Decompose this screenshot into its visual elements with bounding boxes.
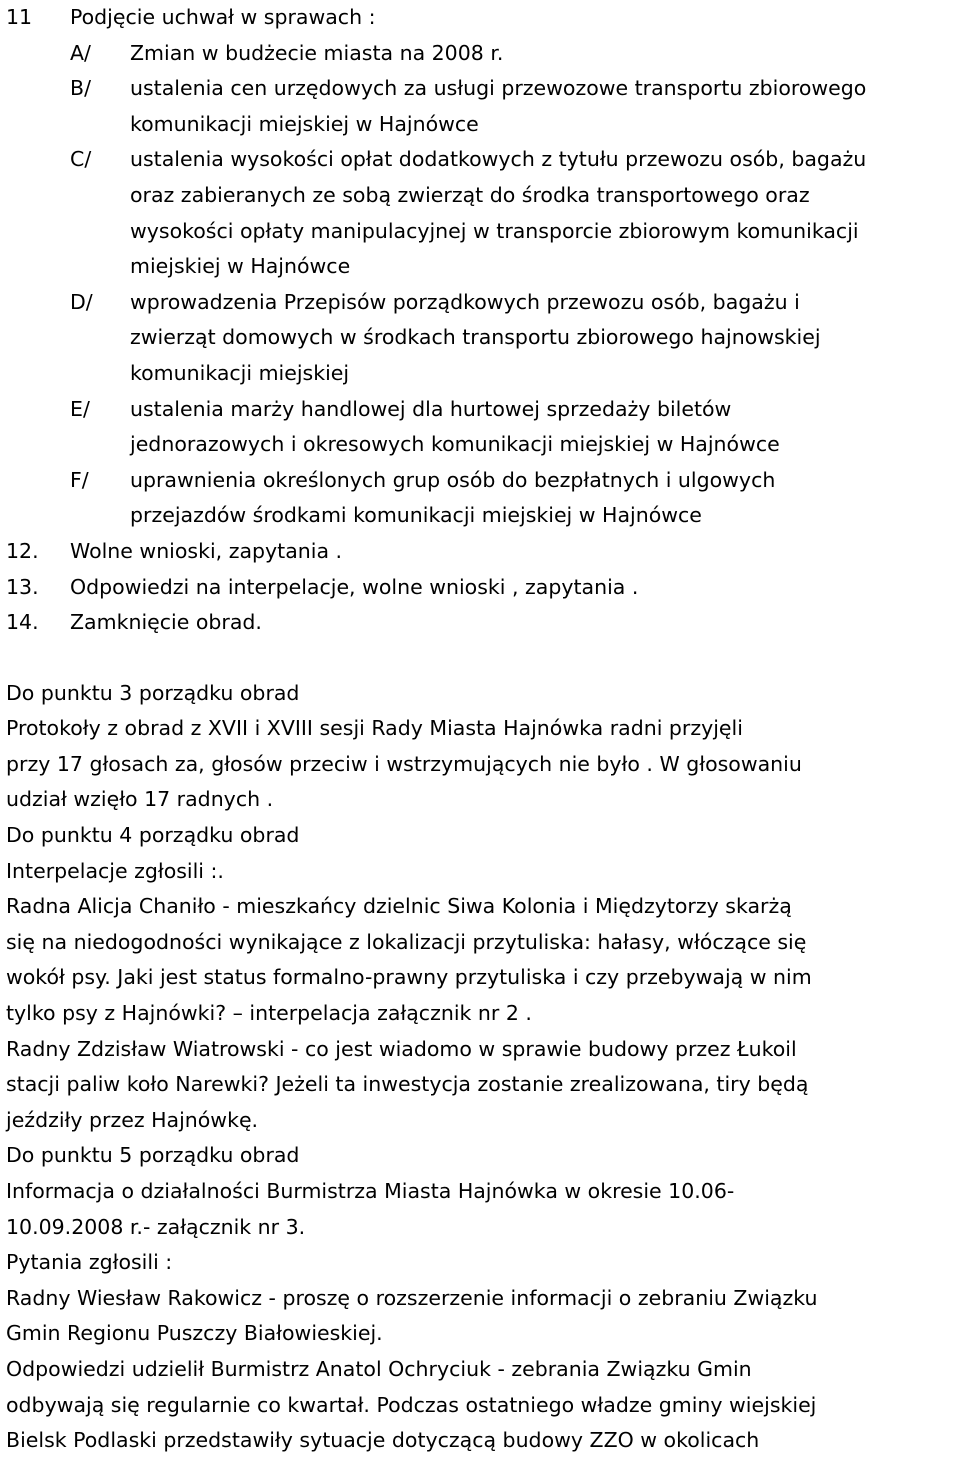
- subitem-d: [70, 285, 954, 392]
- subitem-line: oraz zabieranych ze sobą zwierząt do środka transportowego oraz: [130, 182, 810, 207]
- agenda-closing-items: [6, 534, 954, 641]
- paragraph-line: wokół psy. Jaki jest status formalno-prawny przytuliska i czy przebywają w nim: [6, 965, 812, 990]
- subitem-b: [70, 71, 954, 142]
- subitem-label: A/: [70, 40, 91, 65]
- subitem-body: [130, 392, 954, 463]
- subitem-f: [70, 463, 954, 534]
- paragraph-line: Gmin Regionu Puszczy Białowieskiej.: [6, 1321, 383, 1346]
- paragraph-line: tylko psy z Hajnówki? – interpelacja załącznik nr 2 .: [6, 1001, 532, 1026]
- agenda-item-12: [6, 534, 954, 570]
- agenda-item-text: Wolne wnioski, zapytania .: [70, 538, 343, 563]
- subitem-line: miejskiej w Hajnówce: [130, 254, 351, 279]
- subitem-line: komunikacji miejskiej w Hajnówce: [130, 111, 479, 136]
- section-heading: Do punktu 4 porządku obrad: [6, 823, 300, 848]
- subitem-body: [130, 285, 954, 392]
- paragraph-line: Radny Wiesław Rakowicz - proszę o rozszerzenie informacji o zebraniu Związku: [6, 1285, 818, 1310]
- agenda-item-text: Odpowiedzi na interpelacje, wolne wnioski , zapytania .: [70, 574, 639, 599]
- paragraph-line: Radna Alicja Chaniło - mieszkańcy dzielnic Siwa Kolonia i Międzytorzy skarżą: [6, 894, 792, 919]
- subitem-a: [70, 36, 954, 72]
- subitem-line: wprowadzenia Przepisów porządkowych przewozu osób, bagażu i: [130, 289, 800, 314]
- subitem-label: C/: [70, 147, 92, 172]
- paragraph-line: Interpelacje zgłosili :.: [6, 858, 224, 883]
- subitem-body: [130, 71, 954, 142]
- agenda-subitems: [70, 36, 954, 534]
- subitem-line: ustalenia cen urzędowych za usługi przewozowe transportu zbiorowego: [130, 76, 867, 101]
- subitem-c: [70, 142, 954, 284]
- agenda-item-number: 12.: [6, 538, 39, 563]
- agenda-item-text: Podjęcie uchwał w sprawach :: [70, 5, 376, 29]
- subitem-line: ustalenia wysokości opłat dodatkowych z tytułu przewozu osób, bagażu: [130, 147, 867, 172]
- subitem-label: B/: [70, 76, 91, 101]
- paragraph-line: udział wzięło 17 radnych .: [6, 787, 274, 812]
- subitem-body: [130, 36, 954, 72]
- paragraph-line: Bielsk Podlaski przedstawiły sytuacje dotyczącą budowy ZZO w okolicach: [6, 1428, 760, 1453]
- agenda-item-text: Zamknięcie obrad.: [70, 610, 262, 635]
- paragraph-line: odbywają się regularnie co kwartał. Podczas ostatniego władze gminy wiejskiej: [6, 1392, 817, 1417]
- subitem-line: wysokości opłaty manipulacyjnej w transporcie zbiorowym komunikacji: [130, 218, 859, 243]
- subitem-label: F/: [70, 467, 89, 492]
- section-heading: Do punktu 3 porządku obrad: [6, 680, 300, 705]
- subitem-line: Zmian w budżecie miasta na 2008 r.: [130, 40, 504, 65]
- section-heading: Do punktu 5 porządku obrad: [6, 1143, 300, 1168]
- agenda-list: [6, 0, 954, 641]
- paragraph-line: przy 17 głosach za, głosów przeciw i wstrzymujących nie było . W głosowaniu: [6, 751, 802, 776]
- paragraph-line: Radny Zdzisław Wiatrowski - co jest wiadomo w sprawie budowy przez Łukoil: [6, 1036, 797, 1061]
- paragraph-line: się na niedogodności wynikające z lokalizacji przytuliska: hałasy, włóczące się: [6, 929, 807, 954]
- agenda-item-number: 13.: [6, 574, 39, 599]
- agenda-item-number: 14.: [6, 610, 39, 635]
- paragraph-line: stacji paliw koło Narewki? Jeżeli ta inwestycja zostanie zrealizowana, tiry będą: [6, 1072, 809, 1097]
- subitem-label: E/: [70, 396, 90, 421]
- agenda-item-number: 11: [6, 5, 33, 29]
- paragraph-line: jeździły przez Hajnówkę.: [6, 1107, 259, 1132]
- subitem-label: D/: [70, 289, 93, 314]
- paragraph-line: Protokoły z obrad z XVII i XVIII sesji Rady Miasta Hajnówka radni przyjęli: [6, 716, 743, 741]
- section-gap: [6, 641, 954, 676]
- paragraph-line: Pytania zgłosili :: [6, 1250, 173, 1275]
- subitem-line: uprawnienia określonych grup osób do bezpłatnych i ulgowych: [130, 467, 776, 492]
- subitem-body: [130, 463, 954, 534]
- subitem-line: ustalenia marży handlowej dla hurtowej sprzedaży biletów: [130, 396, 732, 421]
- subitem-line: komunikacji miejskiej: [130, 360, 350, 385]
- subitem-line: zwierząt domowych w środkach transportu zbiorowego hajnowskiej: [130, 325, 821, 350]
- agenda-item-11: [6, 0, 954, 36]
- subitem-e: [70, 392, 954, 463]
- paragraph-line: 10.09.2008 r.- załącznik nr 3.: [6, 1214, 306, 1239]
- agenda-item-14: [6, 605, 954, 641]
- agenda-item-13: [6, 570, 954, 606]
- subitem-line: przejazdów środkami komunikacji miejskiej w Hajnówce: [130, 503, 702, 528]
- subitem-body: [130, 142, 954, 284]
- subitem-line: jednorazowych i okresowych komunikacji miejskiej w Hajnówce: [130, 432, 780, 457]
- paragraph-line: Odpowiedzi udzielił Burmistrz Anatol Ochryciuk - zebrania Związku Gmin: [6, 1356, 752, 1381]
- minutes-body: [6, 676, 954, 1459]
- paragraph-line: Informacja o działalności Burmistrza Miasta Hajnówka w okresie 10.06-: [6, 1179, 735, 1203]
